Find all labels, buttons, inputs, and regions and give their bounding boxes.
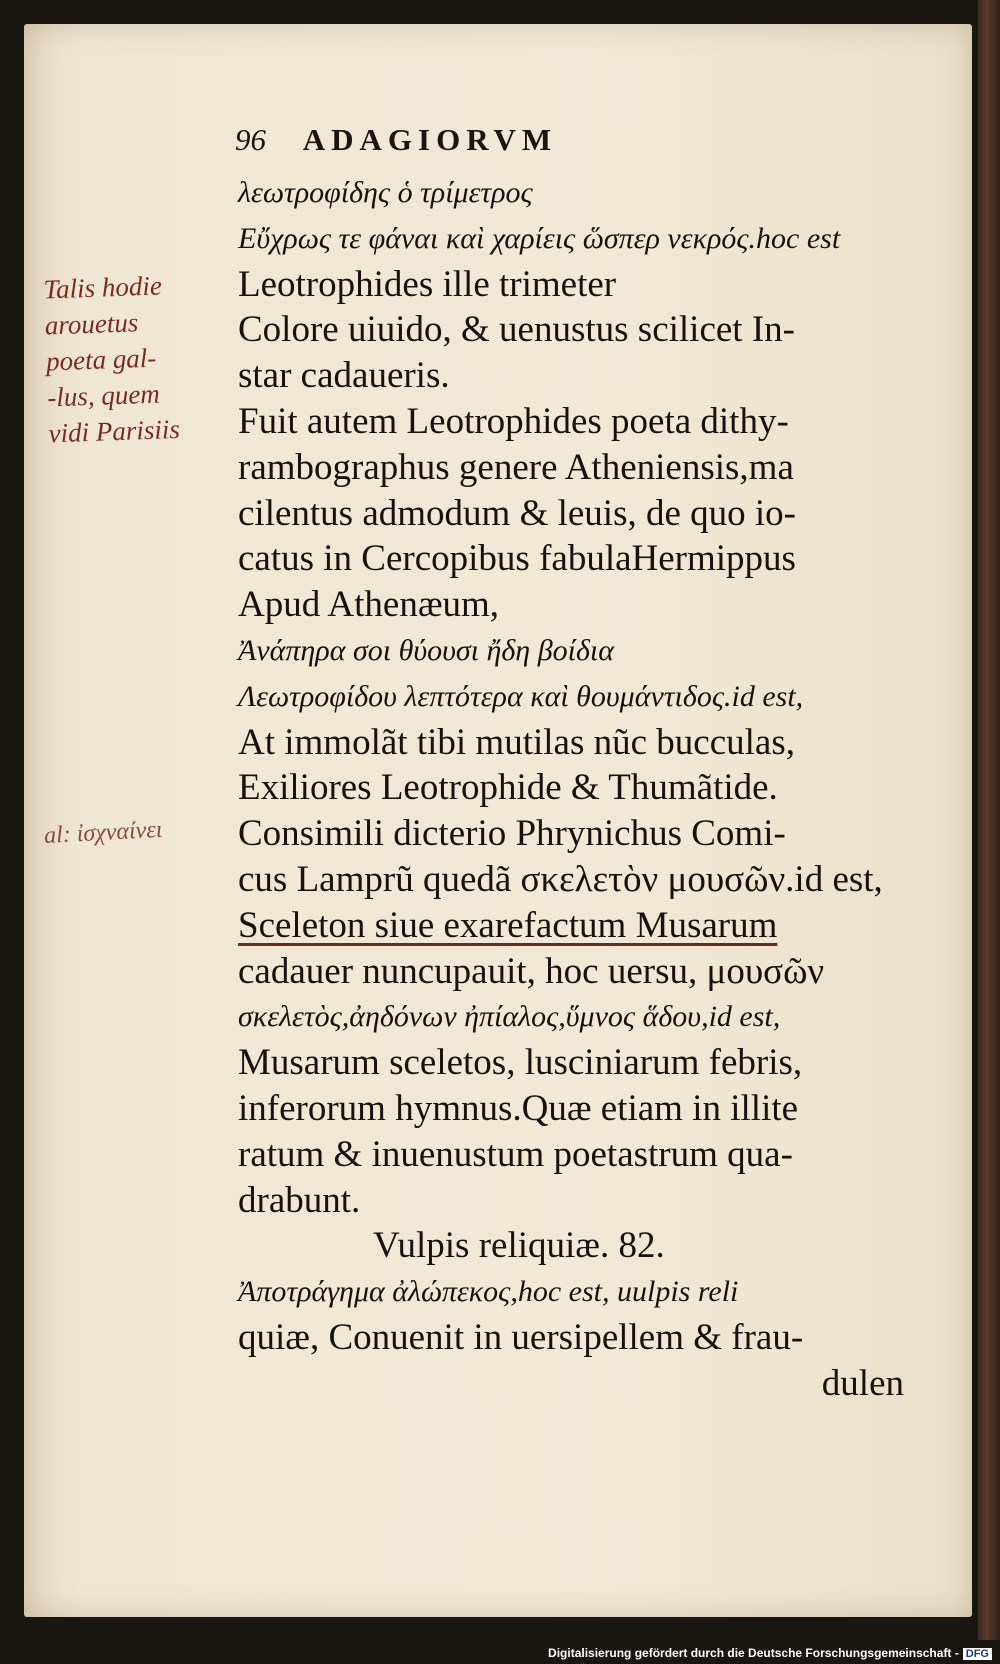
digitization-footer [548,1646,992,1660]
text-line: λεωτροφίδης ὁ τρίμετρος [238,176,533,209]
margin-note-line: vidi Parisiis [48,413,181,449]
text-line: Fuit autem Leotrophides poeta dithy- [238,400,789,442]
entry-heading: Vulpis reliquiæ. 82. [373,1225,665,1267]
text-line: Leotrophides ille trimeter [238,263,617,305]
handwritten-variant-note: al: ἰσχναίνει [43,816,164,849]
page-number: 96 [235,122,266,157]
running-header [235,122,855,158]
handwritten-margin-note [43,265,249,452]
body-text [238,170,914,1407]
margin-note-line: poeta gal- [45,342,157,377]
margin-note-line: -lus, quem [46,378,161,413]
catchword: dulen [821,1362,904,1404]
margin-note-line: Talis hodie [43,270,163,305]
text-line: Apud Athenæum, [238,584,500,626]
text-line: Musarum sceletos, lusciniarum febris, [238,1042,803,1084]
text-line: quiæ, Conuenit in uersipellem & frau- [238,1316,804,1358]
text-line: Sceleton siue exarefactum Musarum [238,904,778,946]
dfg-logo: DFG [963,1648,992,1660]
text-line: cilentus admodum & leuis, de quo io- [238,492,796,534]
text-line: catus in Cercopibus fabulaHermippus [238,538,796,580]
text-line: Colore uiuido, & uenustus scilicet In- [238,309,795,351]
text-line: σκελετὸς,ἀηδόνων ἠπίαλος,ὕμνος ἅδου,id est, [238,1000,781,1034]
text-line: Ἀποτράγημα ἀλώπεκος,hoc est, uulpis reli [238,1275,739,1309]
text-line: cus Lamprũ quedã σκελετὸν μουσῶν.id est, [238,858,883,900]
text-line: Λεωτροφίδου λεπτότερα καὶ θουμάντιδος.id est, [238,679,804,713]
footer-credit: Digitalisierung gefördert durch die Deutsche Forschungsgemeinschaft - [548,1646,959,1660]
text-line: Consimili dicterio Phrynichus Comi- [238,813,786,855]
text-line: rambographus genere Atheniensis,ma [238,446,794,488]
text-line: Ἀνάπηρα σοι θύουσι ἤδη βοίδια [238,633,614,667]
book-spine [978,0,1000,1640]
text-line: Exiliores Leotrophide & Thumãtide. [238,767,778,809]
text-line: drabunt. [238,1179,361,1221]
text-line: star cadaueris. [238,355,450,397]
running-title: ADAGIORVM [302,122,558,157]
margin-note-line: arouetus [44,307,139,341]
text-line: ratum & inuenustum poetastrum qua- [238,1133,793,1175]
text-line: At immolãt tibi mutilas nũc bucculas, [238,721,795,763]
text-line: cadauer nuncupauit, hoc uersu, μουσῶν [238,950,825,992]
text-line: Εὔχρως τε φάναι καὶ χαρίεις ὥσπερ νεκρός.hoc est [238,221,841,255]
text-line: inferorum hymnus.Quæ etiam in illite [238,1087,799,1129]
